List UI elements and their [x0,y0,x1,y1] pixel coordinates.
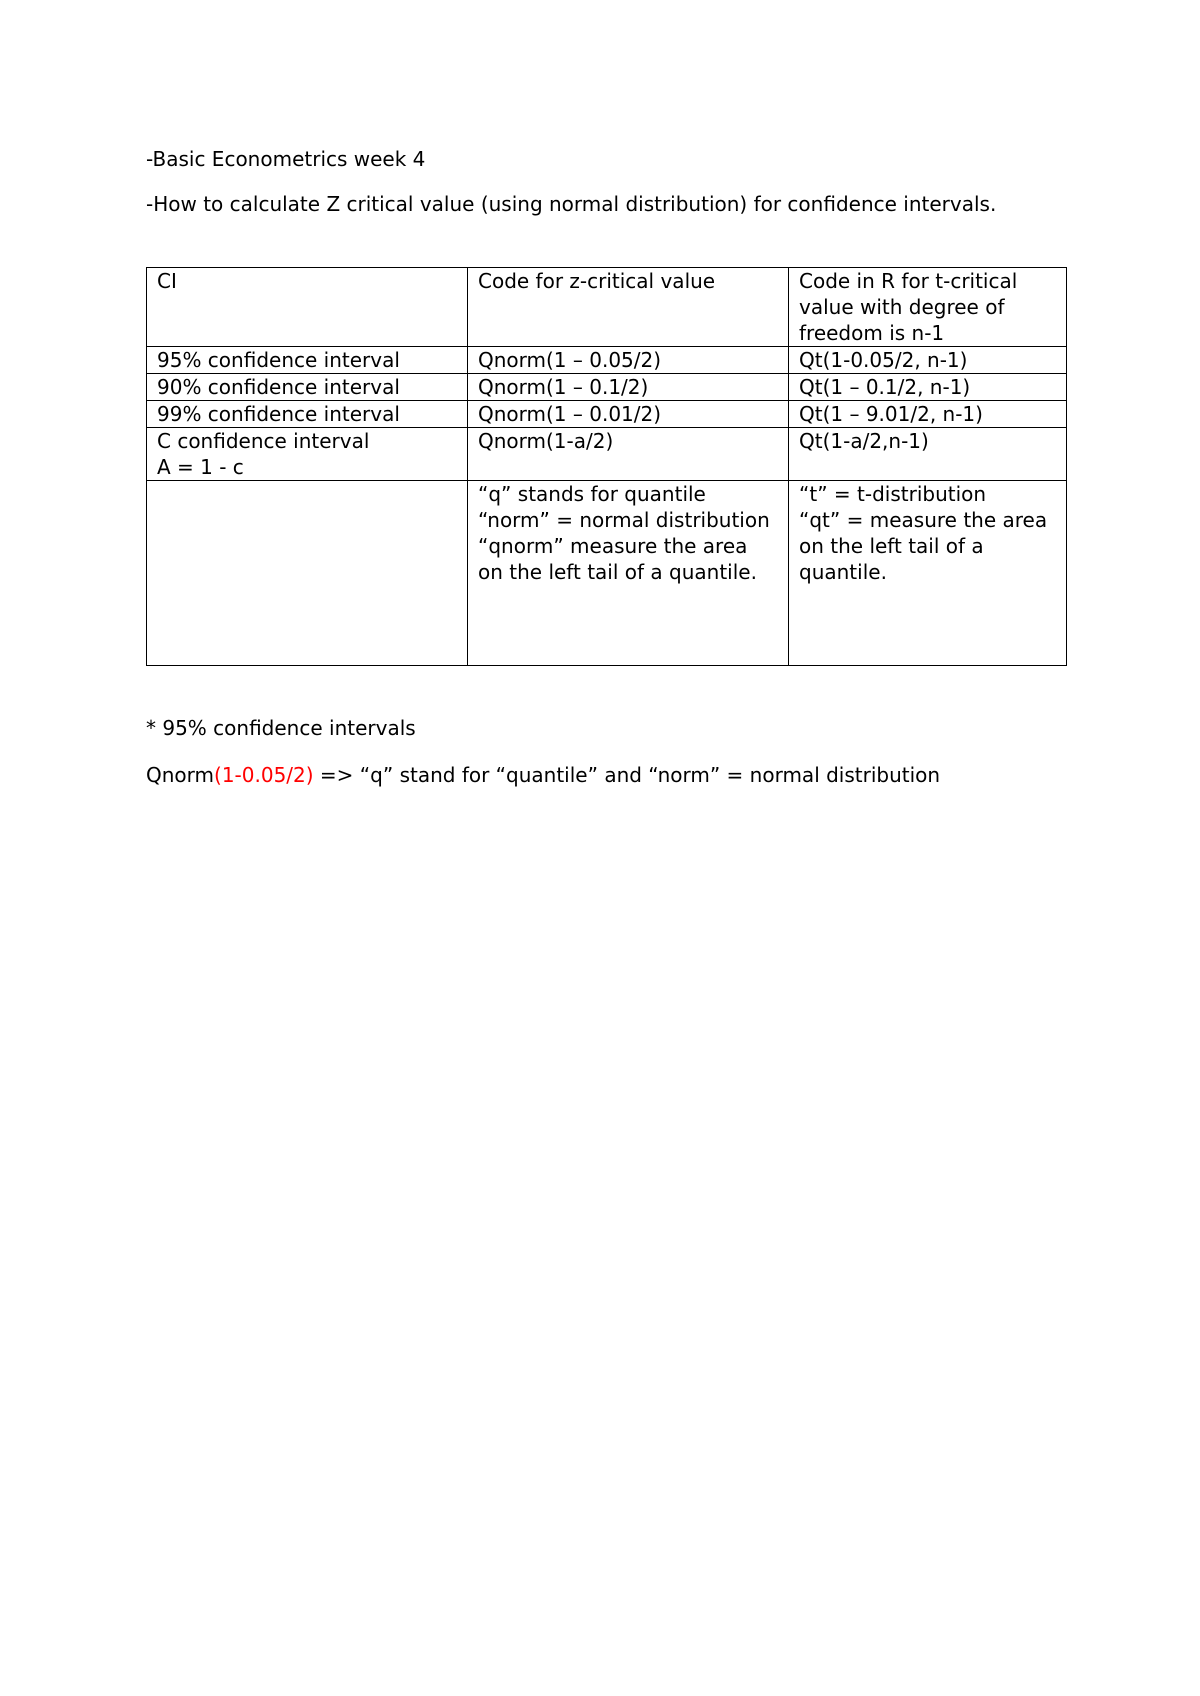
header-t-code: Code in R for t-critical value with degree of freedom is n-1 [789,268,1067,347]
table-cell-empty [147,481,468,666]
table-cell: Qnorm(1 – 0.05/2) [468,347,789,374]
formula-prefix: Qnorm [146,763,215,787]
note-line: * 95% confidence intervals [146,716,416,740]
table-cell-notes: “q” stands for quantile “norm” = normal distribution “qnorm” measure the area on the left tail of a quantile. [468,481,789,666]
formula-line [146,760,940,790]
document-subheading: -How to calculate Z critical value (using normal distribution) for confidence intervals. [146,192,997,216]
header-z-code: Code for z-critical value [468,268,789,347]
table-cell: Qt(1-0.05/2, n-1) [789,347,1067,374]
table-cell: Qt(1-a/2,n-1) [789,428,1067,481]
header-ci: CI [147,268,468,347]
table-row [147,347,1067,374]
document-heading: -Basic Econometrics week 4 [146,147,426,171]
table-cell: Qnorm(1-a/2) [468,428,789,481]
table-cell: 90% confidence interval [147,374,468,401]
table-cell: Qnorm(1 – 0.01/2) [468,401,789,428]
table-row [147,374,1067,401]
critical-value-table [146,267,1067,666]
table-row [147,428,1067,481]
table-row [147,481,1067,666]
table-cell: 99% confidence interval [147,401,468,428]
table-cell: C confidence interval A = 1 - c [147,428,468,481]
table-cell: 95% confidence interval [147,347,468,374]
formula-suffix: => “q” stand for “quantile” and “norm” = normal distribution [313,763,941,787]
table-row [147,401,1067,428]
table-cell: Qnorm(1 – 0.1/2) [468,374,789,401]
table-cell-notes: “t” = t-distribution “qt” = measure the area on the left tail of a quantile. [789,481,1067,666]
formula-highlight: (1-0.05/2) [214,763,314,787]
table-cell: Qt(1 – 0.1/2, n-1) [789,374,1067,401]
table-header-row [147,268,1067,347]
table-cell: Qt(1 – 9.01/2, n-1) [789,401,1067,428]
